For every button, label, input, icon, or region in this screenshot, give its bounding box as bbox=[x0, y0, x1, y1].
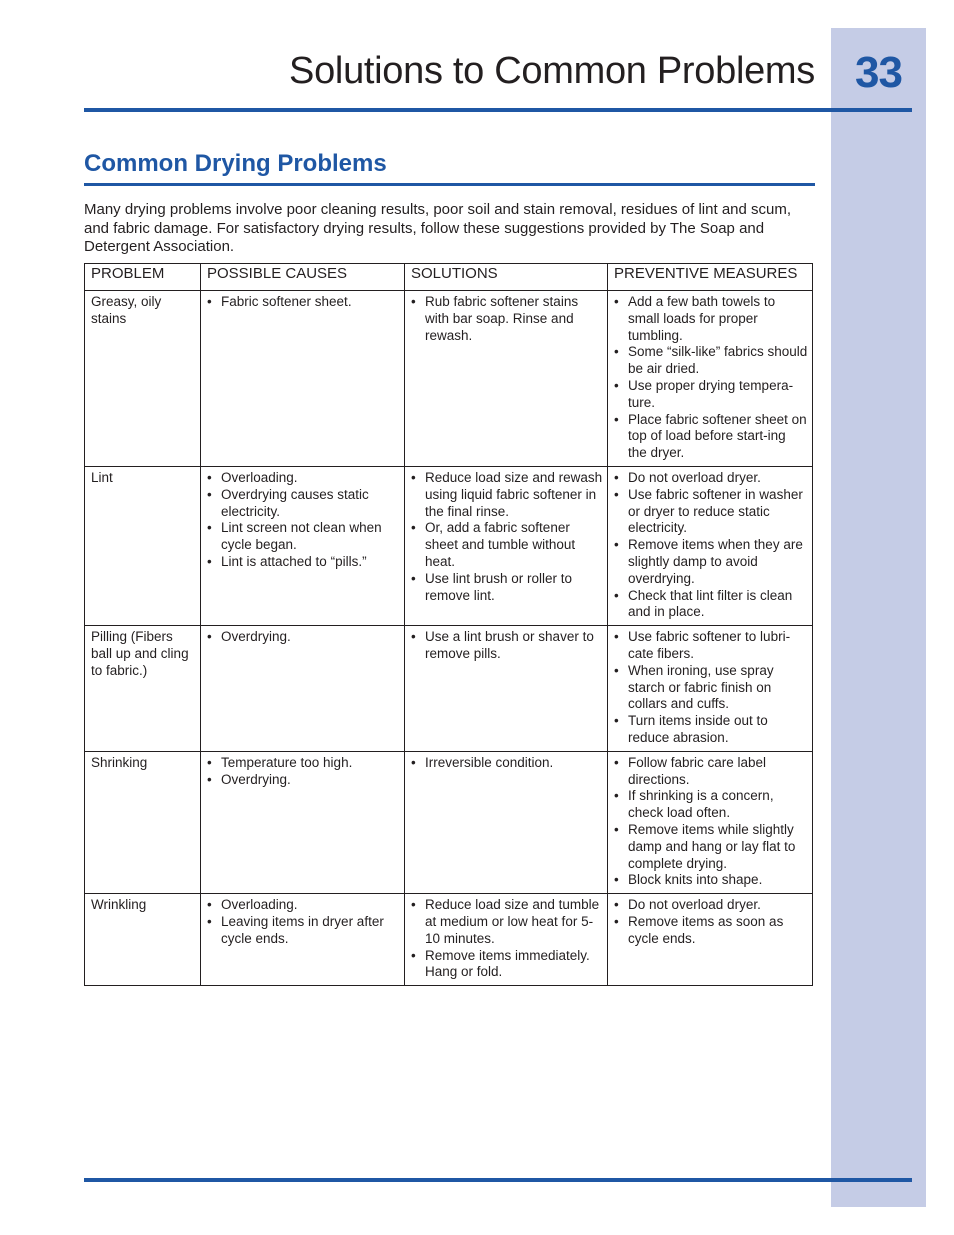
cause-item: • Overdrying causes static electricity. bbox=[207, 487, 400, 521]
preventive-item: • Remove items when they are slightly damp to avoid overdrying. bbox=[614, 537, 808, 587]
preventive-cell bbox=[608, 894, 813, 986]
preventive-item: • When ironing, use spray starch or fabric finish on collars and cuffs. bbox=[614, 663, 808, 713]
cause-item: • Leaving items in dryer after cycle ends. bbox=[207, 914, 400, 948]
cause-item: • Overdrying. bbox=[207, 629, 400, 646]
preventive-item: • Check that lint filter is clean and in place. bbox=[614, 588, 808, 622]
preventive-cell bbox=[608, 751, 813, 893]
table-row bbox=[85, 894, 813, 986]
causes-cell bbox=[201, 291, 405, 467]
preventive-item: • Do not overload dryer. bbox=[614, 897, 808, 914]
table-row bbox=[85, 467, 813, 626]
cause-item: • Overdrying. bbox=[207, 772, 400, 789]
solution-item: • Use lint brush or roller to remove lint. bbox=[411, 571, 603, 605]
solutions-cell bbox=[405, 467, 608, 626]
table-row bbox=[85, 751, 813, 893]
drying-problems-table bbox=[84, 263, 813, 986]
page-number: 33 bbox=[855, 48, 902, 97]
preventive-item: • Block knits into shape. bbox=[614, 872, 808, 889]
solution-item: • Or, add a fabric softener sheet and tumble without heat. bbox=[411, 520, 603, 570]
preventive-item: • Remove items while slightly damp and hang or lay flat to complete drying. bbox=[614, 822, 808, 872]
preventive-item: • Use fabric softener in washer or dryer to reduce static electricity. bbox=[614, 487, 808, 537]
table-row bbox=[85, 291, 813, 467]
header-solutions: SOLUTIONS bbox=[405, 264, 608, 291]
causes-cell bbox=[201, 894, 405, 986]
cause-item: • Overloading. bbox=[207, 897, 400, 914]
preventive-item: • Turn items inside out to reduce abrasion. bbox=[614, 713, 808, 747]
solution-item: • Irreversible condition. bbox=[411, 755, 603, 772]
solutions-cell bbox=[405, 751, 608, 893]
solution-item: • Use a lint brush or shaver to remove pills. bbox=[411, 629, 603, 663]
intro-paragraph: Many drying problems involve poor cleaning results, poor soil and stain removal, residues of lint and scum, and fabric damage. For satisfactory drying results, follow these suggestions provided by The Soap and Detergent Association. bbox=[84, 201, 792, 255]
solution-item: • Reduce load size and tumble at medium or low heat for 5-10 minutes. bbox=[411, 897, 603, 947]
preventive-cell bbox=[608, 626, 813, 752]
header-problem: PROBLEM bbox=[85, 264, 201, 291]
cause-item: • Temperature too high. bbox=[207, 755, 400, 772]
solution-item: • Remove items immediately. Hang or fold. bbox=[411, 948, 603, 982]
cause-item: • Fabric softener sheet. bbox=[207, 294, 400, 311]
preventive-item: • Use fabric softener to lubri-cate fibers. bbox=[614, 629, 808, 663]
preventive-item: • Remove items as soon as cycle ends. bbox=[614, 914, 808, 948]
header-preventive-measures: PREVENTIVE MEASURES bbox=[608, 264, 813, 291]
preventive-item: • Place fabric softener sheet on top of load before start-ing the dryer. bbox=[614, 412, 808, 462]
section-divider bbox=[84, 183, 815, 186]
section-title: Common Drying Problems bbox=[84, 150, 387, 177]
page-side-tab bbox=[831, 28, 926, 1207]
preventive-item: • Use proper drying tempera-ture. bbox=[614, 378, 808, 412]
preventive-cell bbox=[608, 291, 813, 467]
footer-divider bbox=[84, 1178, 912, 1182]
preventive-item: • Some “silk-like” fabrics should be air dried. bbox=[614, 344, 808, 378]
causes-cell bbox=[201, 626, 405, 752]
solution-item: • Rub fabric softener stains with bar soap. Rinse and rewash. bbox=[411, 294, 603, 344]
preventive-item: • Do not overload dryer. bbox=[614, 470, 808, 487]
problem-cell: Shrinking bbox=[85, 751, 201, 893]
cause-item: • Lint is attached to “pills.” bbox=[207, 554, 400, 571]
problem-cell: Greasy, oily stains bbox=[85, 291, 201, 467]
header-possible-causes: POSSIBLE CAUSES bbox=[201, 264, 405, 291]
preventive-item: • If shrinking is a concern, check load often. bbox=[614, 788, 808, 822]
cause-item: • Lint screen not clean when cycle began. bbox=[207, 520, 400, 554]
solution-item: • Reduce load size and rewash using liquid fabric softener in the final rinse. bbox=[411, 470, 603, 520]
problem-cell: Lint bbox=[85, 467, 201, 626]
table-header-row bbox=[85, 264, 813, 291]
preventive-item: • Follow fabric care label directions. bbox=[614, 755, 808, 789]
preventive-cell bbox=[608, 467, 813, 626]
solutions-cell bbox=[405, 894, 608, 986]
header-divider bbox=[84, 108, 912, 112]
problem-cell: Pilling (Fibers ball up and cling to fabric.) bbox=[85, 626, 201, 752]
solutions-cell bbox=[405, 626, 608, 752]
table-row bbox=[85, 626, 813, 752]
causes-cell bbox=[201, 751, 405, 893]
cause-item: • Overloading. bbox=[207, 470, 400, 487]
causes-cell bbox=[201, 467, 405, 626]
solutions-cell bbox=[405, 291, 608, 467]
preventive-item: • Add a few bath towels to small loads for proper tumbling. bbox=[614, 294, 808, 344]
page-title: Solutions to Common Problems bbox=[289, 50, 815, 92]
problem-cell: Wrinkling bbox=[85, 894, 201, 986]
